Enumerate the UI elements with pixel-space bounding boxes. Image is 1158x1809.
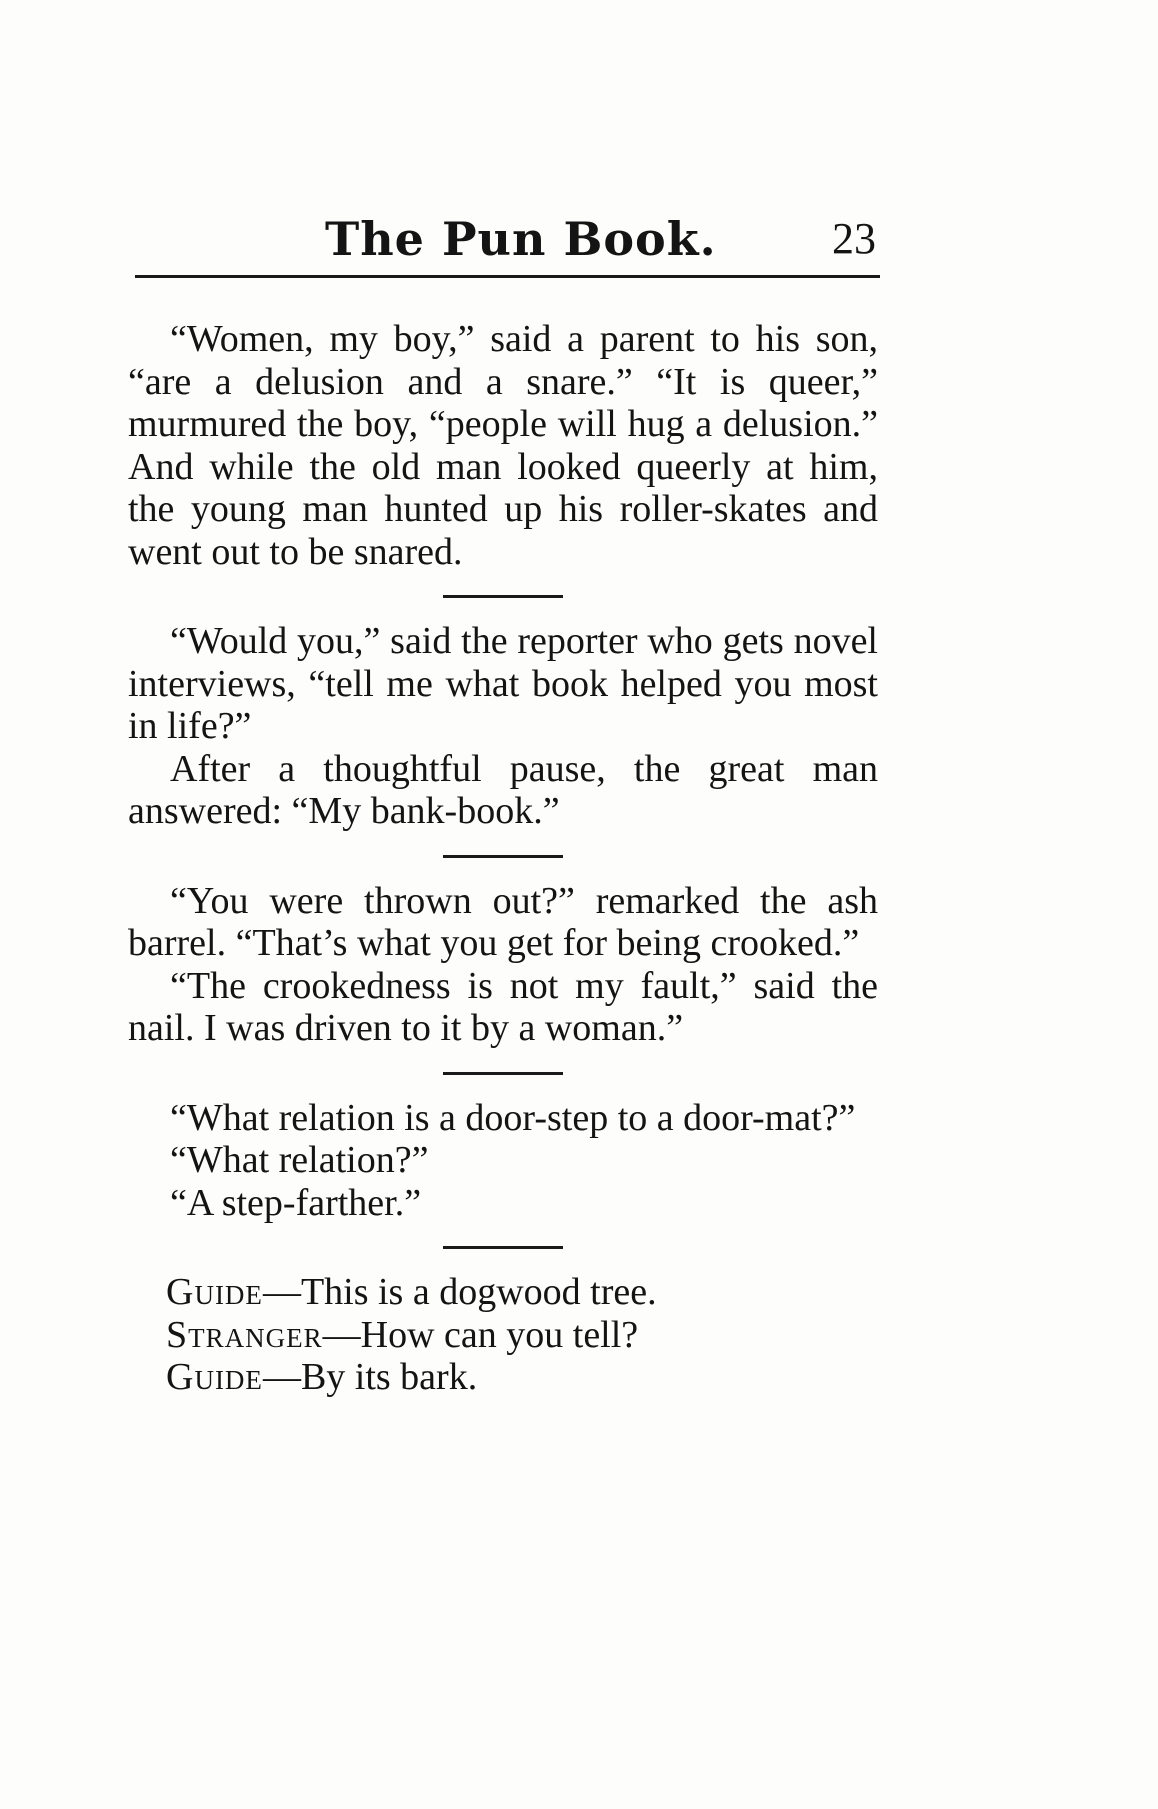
joke-paragraph: “The crookedness is not my fault,” said the nail. I was driven to it by a woman.” bbox=[128, 964, 878, 1049]
speaker-name: Guide bbox=[166, 1271, 263, 1313]
joke-paragraph: “A step-farther.” bbox=[170, 1181, 422, 1224]
speech-text: —This is a dogwood tree. bbox=[262, 1271, 657, 1313]
speaker-name: Stranger bbox=[166, 1313, 323, 1356]
page-header bbox=[135, 205, 880, 275]
joke-block bbox=[128, 318, 878, 573]
page-number: 23 bbox=[832, 214, 876, 263]
page-body bbox=[128, 318, 878, 1399]
dialogue-line bbox=[128, 1271, 878, 1314]
joke-block bbox=[128, 1097, 878, 1225]
joke-block bbox=[128, 880, 878, 1050]
speaker-name: Guide bbox=[166, 1356, 263, 1398]
joke-paragraph: After a thoughtful pause, the great man answered: “My bank-book.” bbox=[128, 747, 878, 832]
separator-rule bbox=[443, 1072, 563, 1075]
joke-block bbox=[128, 620, 878, 833]
joke-paragraph: “Would you,” said the reporter who gets novel interviews, “tell me what book helped you most in life?” bbox=[128, 620, 878, 747]
dialogue-block bbox=[128, 1271, 878, 1399]
header-rule bbox=[135, 275, 880, 278]
joke-paragraph: “You were thrown out?” remarked the ash barrel. “That’s what you get for being crooked.” bbox=[128, 879, 878, 964]
separator-rule bbox=[443, 1246, 563, 1249]
separator-rule bbox=[443, 855, 563, 858]
joke-paragraph: “What relation is a door-step to a door-mat?” bbox=[170, 1096, 856, 1139]
speech-text: —By its bark. bbox=[262, 1356, 478, 1398]
joke-paragraph: “What relation?” bbox=[170, 1139, 429, 1181]
running-title: The Pun Book. bbox=[325, 212, 717, 266]
dialogue-line bbox=[128, 1356, 878, 1399]
separator-rule bbox=[443, 595, 563, 598]
joke-paragraph: “Women, my boy,” said a parent to his son, “are a delusion and a snare.” “It is queer,” murmured the boy, “people will hug a delusion.” And while the old man looked queerly at him, the young man hunted up his roller-skates and went out to be snared. bbox=[128, 318, 878, 573]
speech-text: —How can you tell? bbox=[322, 1313, 639, 1356]
dialogue-line bbox=[128, 1314, 878, 1357]
